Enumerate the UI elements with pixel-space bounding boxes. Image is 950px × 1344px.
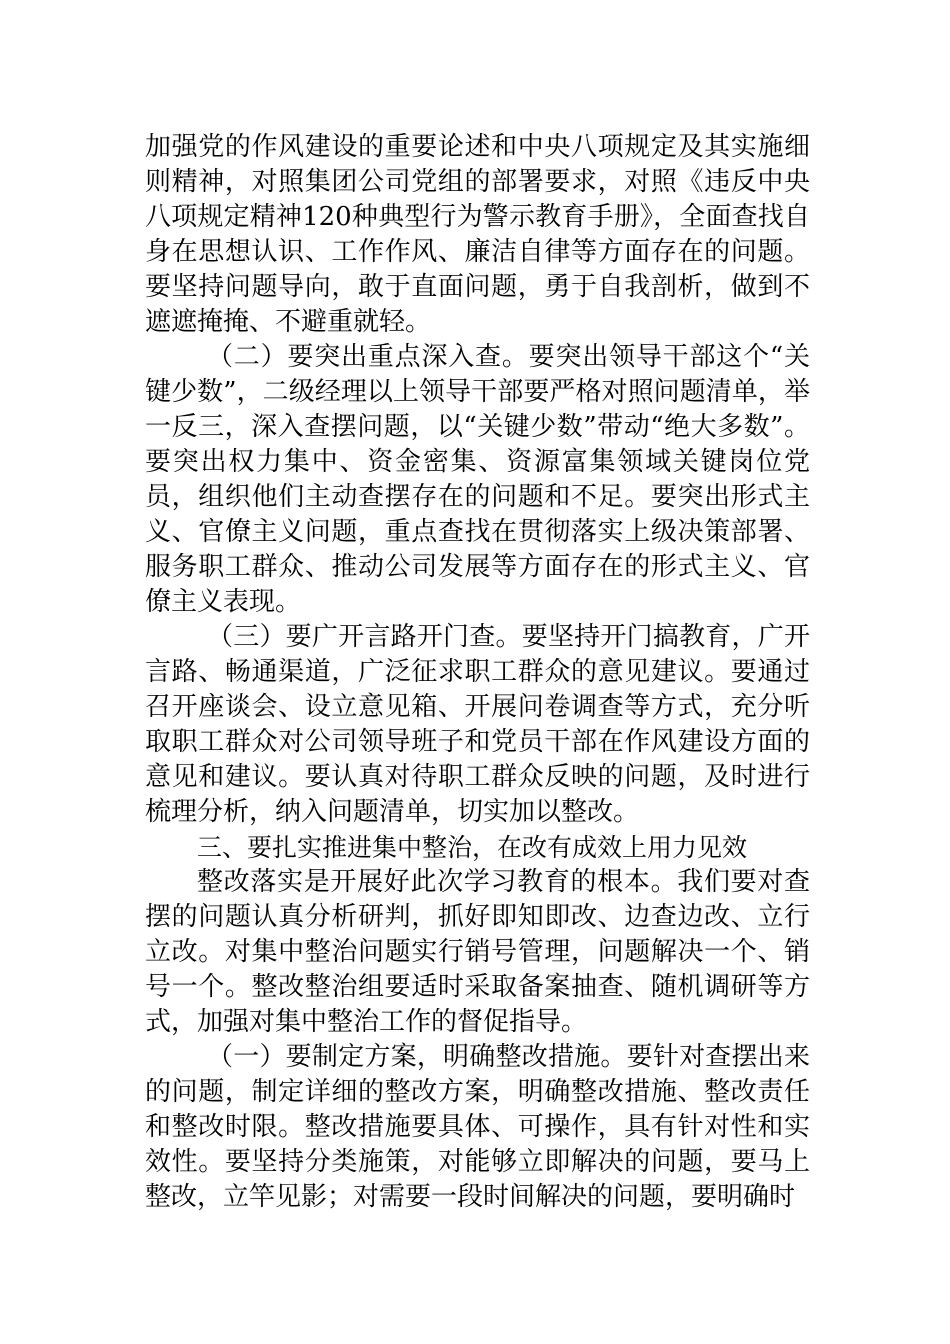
paragraph-section-3: （三）要广开言路开门查。要坚持开门搞教育，广开言路、畅通渠道，广泛征求职工群众的意见建议。要通过召开座谈会、设立意见箱、开展问卷调查等方式，充分听取职工群众对公司领导班子和党员干部在作风建设方面的意见和建议。要认真对待职工群众反映的问题，及时进行梳理分析，纳入问题清单，切实加以整改。 — [145, 622, 810, 827]
document-body — [145, 130, 810, 1215]
paragraph-section-2: （二）要突出重点深入查。要突出领导干部这个“关键少数”，二级经理以上领导干部要严格对照问题清单，举一反三，深入查摆问题，以“关键少数”带动“绝大多数”。要突出权力集中、资金密集、资源富集领域关键岗位党员，组织他们主动查摆存在的问题和不足。要突出形式主义、官僚主义问题，重点查找在贯彻落实上级决策部署、服务职工群众、推动公司发展等方面存在的形式主义、官僚主义表现。 — [145, 342, 810, 617]
paragraph-rectification: 整改落实是开展好此次学习教育的根本。我们要对查摆的问题认真分析研判，抓好即知即改、边查边改、立行立改。对集中整治问题实行销号管理，问题解决一个、销号一个。整改整治组要适时采取备案抽查、随机调研等方式，加强对集中整治工作的督促指导。 — [145, 867, 810, 1037]
paragraph-subsection-1: （一）要制定方案，明确整改措施。要针对查摆出来的问题，制定详细的整改方案，明确整改措施、整改责任和整改时限。整改措施要具体、可操作，具有针对性和实效性。要坚持分类施策，对能够立即解决的问题，要马上整改，立竿见影；对需要一段时间解决的问题，要明确时 — [145, 1042, 810, 1212]
paragraph-continued: 加强党的作风建设的重要论述和中央八项规定及其实施细则精神，对照集团公司党组的部署要求，对照《违反中央八项规定精神120种典型行为警示教育手册》，全面查找自身在思想认识、工作作风、廉洁自律等方面存在的问题。要坚持问题导向，敢于直面问题，勇于自我剖析，做到不遮遮掩掩、不避重就轻。 — [145, 132, 810, 337]
section-heading: 三、要扎实推进集中整治，在改有成效上用力见效 — [197, 833, 748, 862]
